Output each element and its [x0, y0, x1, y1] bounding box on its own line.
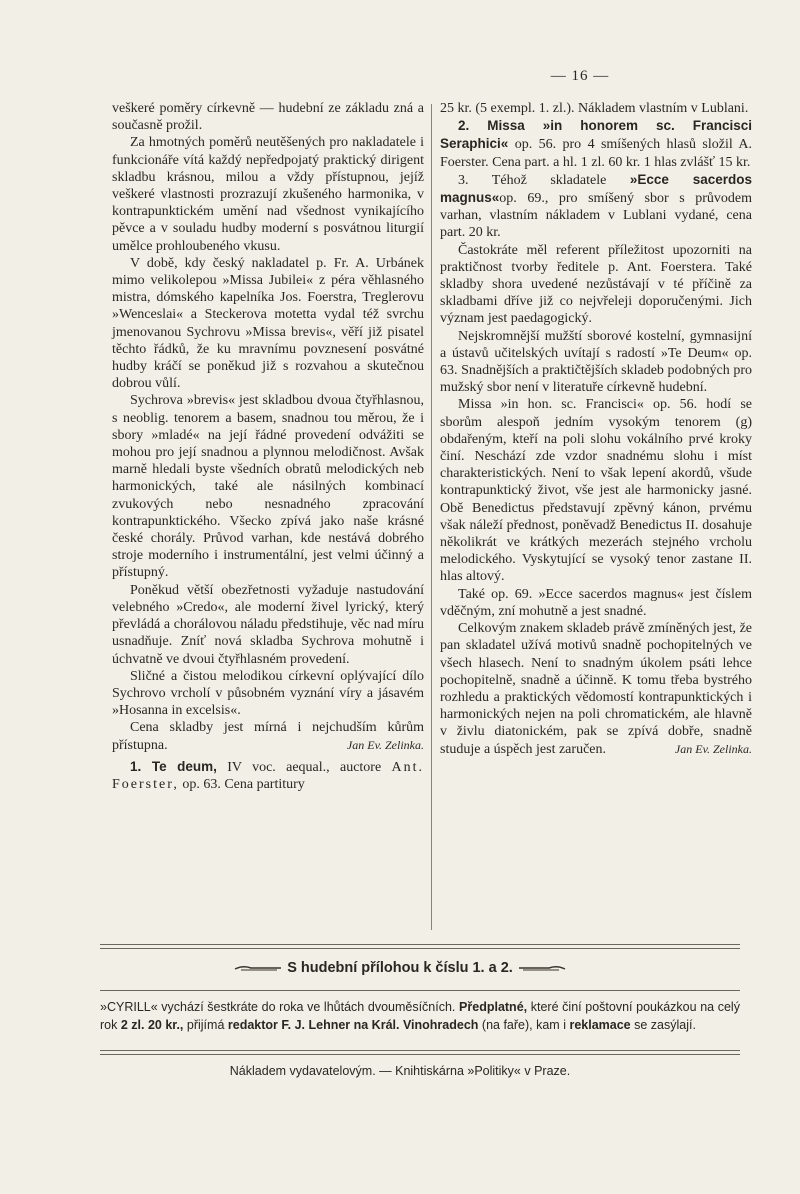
paragraph: Poněkud větší obezřetnosti vyžaduje nastudování velebného »Credo«, ale moderní živel lyrický, který převládá a chorálovou náladu předstihuje, věc nad míru usnadňuje. Zníť nová skladba Sychrova mohutně i úchvatně ve dvoui čtyřhlasném provedení. — [112, 582, 424, 667]
paragraph: Cena skladby jest mírná i nejchudším kůrům přístupna. Jan Ev. Zelinka. — [112, 720, 424, 753]
item-title: 2. Missa »in honorem sc. Francisci Seraphici« — [440, 118, 752, 152]
paragraph: 25 kr. (5 exempl. 1. zl.). Nákladem vlastním v Lublani. — [440, 101, 749, 116]
right-column — [440, 100, 752, 758]
column-divider — [431, 104, 432, 930]
subscription-notice: »CYRILL« vychází šestkráte do roka ve lhůtách dvouměsíčních. Předplatné, které činí poštovní poukázkou na celý rok 2 zl. 20 kr., přijímá redaktor F. J. Lehner na Král. Vinohradech (na faře), kam i reklamace se zasýlají. — [100, 1000, 740, 1032]
imprint: Nákladem vydavatelovým. — Knihtiskárna »Politiky« v Praze. — [229, 1064, 571, 1078]
paragraph: Sličné a čistou melodikou církevní oplývající dílo Sychrovo vrcholí v působném vyznání víry a jásavém »Hosanna in excelsis«. — [112, 668, 424, 719]
signature: Jan Ev. Zelinka. — [346, 737, 424, 752]
review-item: 3. Téhož skladatele »Ecce sacerdos magnus«op. 69., pro smíšený sbor s průvodem varhan, vlastním nákladem v Lublani vydané, cena part. 20 kr. — [440, 171, 753, 241]
item-title: »Ecce sacerdos magnus« — [440, 171, 753, 206]
paragraph: Celkovým znakem skladeb právě zmíněných jest, že pan skladatel užívá motivů snadně pochopitelných ve všech hlasech. Není to snadným úkolem psáti lehce pochopitelně, snadně a účinně. K tomu třeba bystrého rozhledu a praktických vědomostí kontrapunktických i harmonických nejen na poli chromatickém, ale hlavně v živlu diatonickém, pak se zpívá dobře, snadně studuje a úspěch jest zaručen. Jan Ev. Zelinka. — [440, 621, 752, 757]
paragraph: Nejskromnější mužští sborové kostelní, gymnasijní a ústavů učitelských uvítají s radostí »Te Deum« op. 63. Snadnějších a praktičtějších skladeb podobných pro mužský sbor není v literatuře církevně hudební. — [440, 328, 752, 396]
divider-rule — [100, 990, 740, 991]
left-column — [112, 100, 424, 793]
paragraph: Častokráte měl referent příležitost upozorniti na praktičnost tvorby ředitele p. Ant. Foerstera. Také skladby shora uvedené nezůstávají v té příčině za skladbami dříve již co nejvřeleji doporučenými. Jich význam jest paedagogický. — [440, 242, 752, 327]
paragraph: Také op. 69. »Ecce sacerdos magnus« jest číslem vděčným, zní mohutně a jest snadné. — [440, 586, 752, 619]
review-item: 2. Missa »in honorem sc. Francisci Seraphici« op. 56. pro 4 smíšených hlasů složil A. Foerster. Cena part. a hl. 1 zl. 60 kr. 1 hlas zvlášť 15 kr. — [440, 118, 752, 170]
ornament-left-icon — [233, 964, 283, 972]
paragraph: V době, kdy český nakladatel p. Fr. A. Urbánek mimo velikolepou »Missa Jubilei« z péra věhlasného mistra, dómského kapelníka Jos. Foerstra, Treglerovu »Wenceslai« a Steckerova motetta vydal též svrchu jmenovanou Sychrovu »Missa brevis«, věří již pisatel těchto řádků, že ku mravnímu povznesení posvátné hudby kráčí se poněkud již s rozvahou a skutečnou dobrou vůlí. — [112, 255, 424, 392]
paragraph: veškeré poměry církevně — hudební ze základu zná a současně prožil. — [112, 101, 424, 134]
divider-rule — [100, 1050, 740, 1051]
signature: Jan Ev. Zelinka. — [674, 741, 752, 756]
banner-text: S hudební přílohou k číslu 1. a 2. — [287, 960, 513, 976]
page-number: — 16 — — [550, 68, 610, 84]
item-title: 1. Te deum, — [130, 758, 217, 774]
ornament-right-icon — [517, 964, 567, 972]
review-item: 1. Te deum, IV voc. aequal., auctore Ant. Foerster, op. 63. Cena partitury — [112, 758, 425, 792]
paragraph: Za hmotných poměrů neutěšených pro nakladatele i funkcionáře vítá každý nepředpojatý praktický dirigent skladbu krásnou, milou a vždy přístupnou, jejíž veškeré vlastnosti prozrazují zkušeného harmonika, v kontrapunktickém umění nad všednost vynikajícího pěvce a v souladu hudby moderní s posvátnou liturgií umělce prohloubeného vkusu. — [112, 135, 424, 254]
divider-rule — [100, 948, 740, 949]
paragraph: Sychrova »brevis« jest skladbou dvoua čtyřhlasnou, s neoblig. tenorem a basem, snadnou tou měrou, že i sbory »mladé« na její řádné provedení odvážiti se mohou pro její snadnou a plynnou melodičnost. Avšak marně hledali byste všedních obratů melodických neb harmonických, také ale násilných kombinací zvukových nebo nesnadného zpracování kontrapunktického. Všecko zpívá jako naše krásné české chorály. Průvod varhan, kde nestává dobrého stroje moderního i instrumentální, jest velmi účinný a přístupný. — [112, 393, 424, 581]
supplement-banner — [0, 960, 800, 976]
divider-rule — [100, 944, 740, 945]
author-name: Ant. Foerster, — [112, 759, 425, 792]
divider-rule — [100, 1054, 740, 1055]
paragraph: Missa »in hon. sc. Francisci« op. 56. hodí se sborům alespoň jedním vysokým tenorem (g) obdařeným, kteří na poli slohu vokálního prvé kroky činí. Neschází zde vzdor snadnému slohu i míst charakteristických. Není to však lepení akordů, všude kontrapunktický život, vše jest ale harmonicky jasné. Obě Benedictus představují zpěvný kánon, prvému však náleží přednost, poněvadž Benedictus II. dosahuje několikrát ve krátkých mezerách stejného vrcholu melodického. Vyskytující se vysoký tenor zastane II. hlas altový. — [440, 397, 752, 585]
